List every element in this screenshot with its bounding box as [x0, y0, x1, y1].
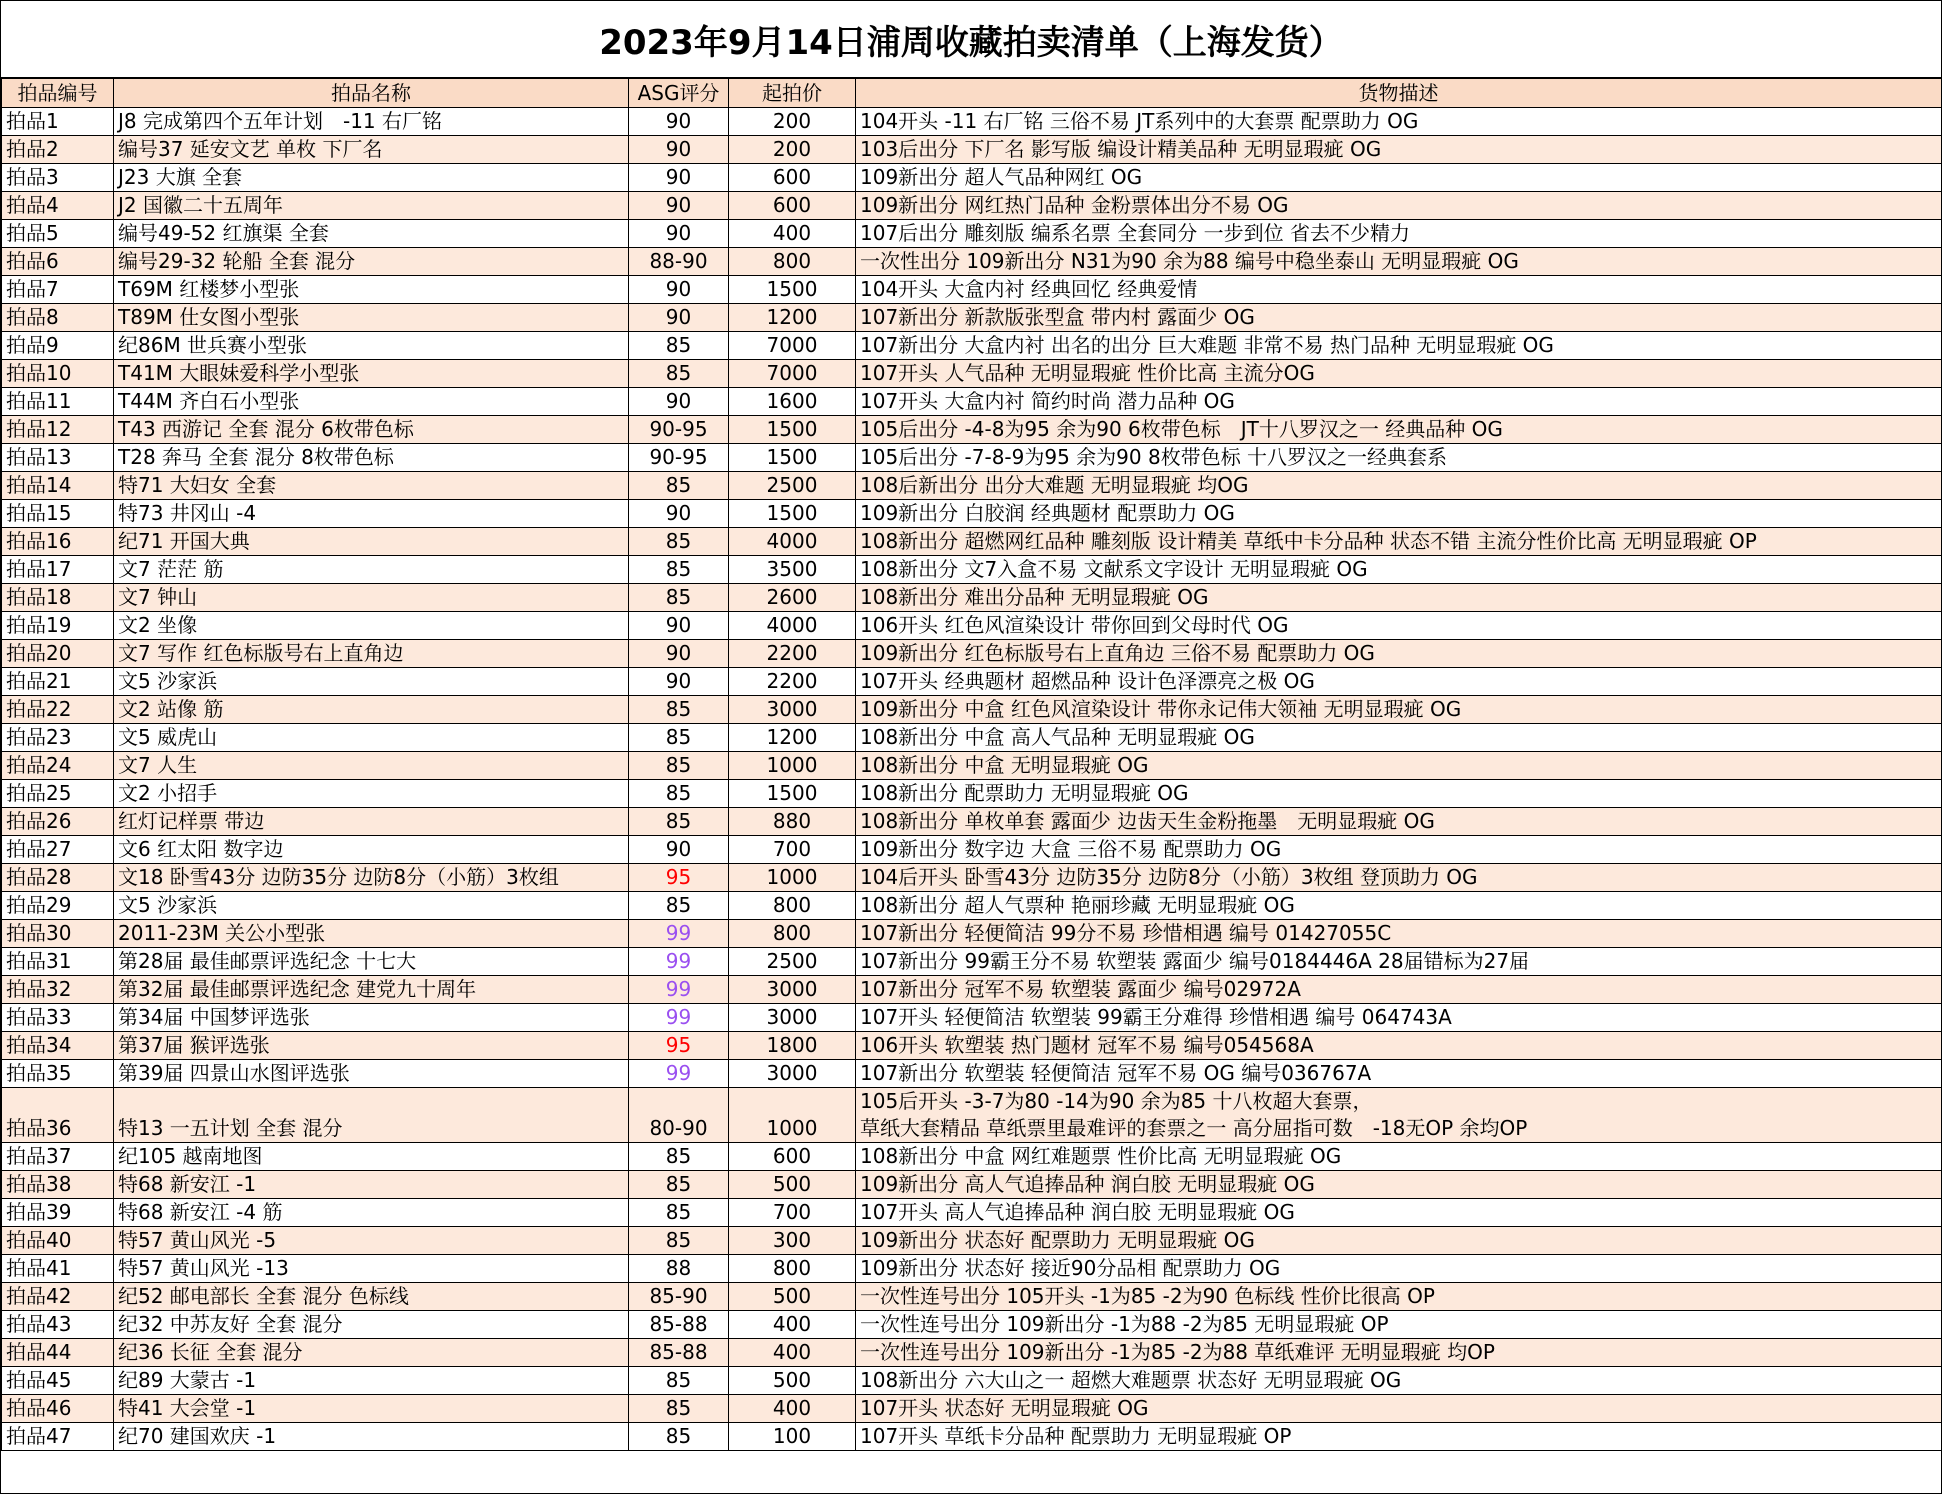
- cell-asg-score[interactable]: 85: [629, 1395, 729, 1423]
- cell-lot-name[interactable]: J23 大旗 全套: [114, 164, 629, 192]
- cell-start-price[interactable]: 300: [729, 1227, 856, 1255]
- cell-description[interactable]: 106开头 红色风渲染设计 带你回到父母时代 OG: [856, 612, 1942, 640]
- cell-description[interactable]: 106开头 软塑装 热门题材 冠军不易 编号054568A: [856, 1032, 1942, 1060]
- cell-start-price[interactable]: 2600: [729, 584, 856, 612]
- table-row[interactable]: [2, 808, 1942, 836]
- table-row[interactable]: [2, 360, 1942, 388]
- cell-lot-name[interactable]: 第28届 最佳邮票评选纪念 十七大: [114, 948, 629, 976]
- cell-lot-name[interactable]: 第39届 四景山水图评选张: [114, 1060, 629, 1088]
- cell-start-price[interactable]: 1200: [729, 304, 856, 332]
- cell-description[interactable]: 107开头 轻便简洁 软塑装 99霸王分难得 珍惜相遇 编号 064743A: [856, 1004, 1942, 1032]
- cell-start-price[interactable]: 2200: [729, 640, 856, 668]
- cell-start-price[interactable]: 3000: [729, 696, 856, 724]
- cell-start-price[interactable]: 100: [729, 1423, 856, 1451]
- cell-lot-id[interactable]: 拍品47: [2, 1423, 114, 1451]
- auction-table: [1, 78, 1942, 1451]
- cell-lot-name[interactable]: 特41 大会堂 -1: [114, 1395, 629, 1423]
- cell-description[interactable]: 104开头 大盒内衬 经典回忆 经典爱情: [856, 276, 1942, 304]
- cell-asg-score[interactable]: 85: [629, 332, 729, 360]
- cell-lot-id[interactable]: 拍品6: [2, 248, 114, 276]
- cell-asg-score[interactable]: 95: [629, 1032, 729, 1060]
- cell-lot-id[interactable]: 拍品11: [2, 388, 114, 416]
- cell-start-price[interactable]: 500: [729, 1283, 856, 1311]
- cell-lot-name[interactable]: 文5 威虎山: [114, 724, 629, 752]
- cell-asg-score[interactable]: 90: [629, 388, 729, 416]
- cell-lot-name[interactable]: 纪105 越南地图: [114, 1143, 629, 1171]
- cell-description[interactable]: 103后出分 下厂名 影写版 编设计精美品种 无明显瑕疵 OG: [856, 136, 1942, 164]
- cell-description[interactable]: 105后出分 -7-8-9为95 余为90 8枚带色标 十八罗汉之一经典套系: [856, 444, 1942, 472]
- cell-lot-id[interactable]: 拍品1: [2, 108, 114, 136]
- table-row[interactable]: [2, 192, 1942, 220]
- table-row[interactable]: [2, 752, 1942, 780]
- table-row[interactable]: [2, 528, 1942, 556]
- cell-lot-name[interactable]: T69M 红楼梦小型张: [114, 276, 629, 304]
- cell-description[interactable]: 107开头 大盒内衬 简约时尚 潜力品种 OG: [856, 388, 1942, 416]
- cell-start-price[interactable]: 1000: [729, 864, 856, 892]
- table-row[interactable]: [2, 304, 1942, 332]
- cell-lot-id[interactable]: 拍品7: [2, 276, 114, 304]
- cell-lot-id[interactable]: 拍品36: [2, 1088, 114, 1143]
- table-row[interactable]: [2, 1367, 1942, 1395]
- cell-description[interactable]: 104后开头 卧雪43分 边防35分 边防8分（小筋）3枚组 登顶助力 OG: [856, 864, 1942, 892]
- header-description[interactable]: 货物描述: [856, 79, 1942, 108]
- cell-asg-score[interactable]: 99: [629, 920, 729, 948]
- cell-asg-score[interactable]: 88: [629, 1255, 729, 1283]
- cell-description[interactable]: 107新出分 99霸王分不易 软塑装 露面少 编号0184446A 28届错标为27届: [856, 948, 1942, 976]
- cell-asg-score[interactable]: 99: [629, 1004, 729, 1032]
- cell-asg-score[interactable]: 90: [629, 136, 729, 164]
- cell-asg-score[interactable]: 90: [629, 276, 729, 304]
- cell-description[interactable]: 108后新出分 出分大难题 无明显瑕疵 均OG: [856, 472, 1942, 500]
- header-row: [2, 79, 1942, 108]
- cell-description[interactable]: 一次性连号出分 109新出分 -1为88 -2为85 无明显瑕疵 OP: [856, 1311, 1942, 1339]
- cell-lot-id[interactable]: 拍品20: [2, 640, 114, 668]
- cell-lot-name[interactable]: 特73 井冈山 -4: [114, 500, 629, 528]
- cell-description[interactable]: 105后出分 -4-8为95 余为90 6枚带色标 JT十八罗汉之一 经典品种 OG: [856, 416, 1942, 444]
- cell-lot-name[interactable]: 文6 红太阳 数字边: [114, 836, 629, 864]
- table-row[interactable]: [2, 1171, 1942, 1199]
- header-name[interactable]: 拍品名称: [114, 79, 629, 108]
- cell-asg-score[interactable]: 95: [629, 864, 729, 892]
- table-row[interactable]: [2, 640, 1942, 668]
- cell-lot-id[interactable]: 拍品31: [2, 948, 114, 976]
- cell-lot-id[interactable]: 拍品40: [2, 1227, 114, 1255]
- cell-description[interactable]: 108新出分 配票助力 无明显瑕疵 OG: [856, 780, 1942, 808]
- cell-start-price[interactable]: 1800: [729, 1032, 856, 1060]
- cell-start-price[interactable]: 2500: [729, 472, 856, 500]
- cell-description[interactable]: 108新出分 文7入盒不易 文献系文字设计 无明显瑕疵 OG: [856, 556, 1942, 584]
- cell-lot-id[interactable]: 拍品46: [2, 1395, 114, 1423]
- cell-lot-name[interactable]: 纪32 中苏友好 全套 混分: [114, 1311, 629, 1339]
- cell-description[interactable]: 107新出分 新款版张型盒 带内村 露面少 OG: [856, 304, 1942, 332]
- cell-description[interactable]: 107新出分 冠军不易 软塑装 露面少 编号02972A: [856, 976, 1942, 1004]
- table-row[interactable]: [2, 1227, 1942, 1255]
- cell-description[interactable]: 104开头 -11 右厂铭 三俗不易 JT系列中的大套票 配票助力 OG: [856, 108, 1942, 136]
- cell-asg-score[interactable]: 85: [629, 1143, 729, 1171]
- table-row[interactable]: [2, 724, 1942, 752]
- table-row[interactable]: [2, 668, 1942, 696]
- cell-start-price[interactable]: 4000: [729, 528, 856, 556]
- cell-asg-score[interactable]: 85: [629, 1227, 729, 1255]
- cell-asg-score[interactable]: 85: [629, 528, 729, 556]
- table-row[interactable]: [2, 584, 1942, 612]
- cell-lot-name[interactable]: T41M 大眼妹爱科学小型张: [114, 360, 629, 388]
- cell-lot-name[interactable]: T43 西游记 全套 混分 6枚带色标: [114, 416, 629, 444]
- table-row[interactable]: [2, 780, 1942, 808]
- cell-asg-score[interactable]: 85: [629, 556, 729, 584]
- cell-lot-id[interactable]: 拍品37: [2, 1143, 114, 1171]
- table-row[interactable]: [2, 164, 1942, 192]
- cell-asg-score[interactable]: 85: [629, 360, 729, 388]
- cell-lot-name[interactable]: 纪70 建国欢庆 -1: [114, 1423, 629, 1451]
- cell-asg-score[interactable]: 85: [629, 1171, 729, 1199]
- table-row[interactable]: [2, 1143, 1942, 1171]
- cell-start-price[interactable]: 200: [729, 108, 856, 136]
- cell-asg-score[interactable]: 90: [629, 836, 729, 864]
- cell-asg-score[interactable]: 90: [629, 612, 729, 640]
- description-line: 105后开头 -3-7为80 -14为90 余为85 十八枚超大套票，: [860, 1089, 1373, 1113]
- cell-start-price[interactable]: 800: [729, 892, 856, 920]
- cell-start-price[interactable]: 880: [729, 808, 856, 836]
- cell-lot-id[interactable]: 拍品22: [2, 696, 114, 724]
- table-row[interactable]: [2, 108, 1942, 136]
- table-row[interactable]: [2, 1395, 1942, 1423]
- cell-asg-score[interactable]: 85: [629, 696, 729, 724]
- cell-lot-id[interactable]: 拍品26: [2, 808, 114, 836]
- cell-start-price[interactable]: 2200: [729, 668, 856, 696]
- table-row[interactable]: [2, 920, 1942, 948]
- cell-start-price[interactable]: 7000: [729, 360, 856, 388]
- cell-description[interactable]: 109新出分 状态好 接近90分品相 配票助力 OG: [856, 1255, 1942, 1283]
- cell-description[interactable]: 108新出分 单枚单套 露面少 边齿天生金粉拖墨 无明显瑕疵 OG: [856, 808, 1942, 836]
- cell-start-price[interactable]: 400: [729, 1395, 856, 1423]
- cell-lot-id[interactable]: 拍品2: [2, 136, 114, 164]
- cell-lot-name[interactable]: 特68 新安江 -1: [114, 1171, 629, 1199]
- cell-start-price[interactable]: 800: [729, 920, 856, 948]
- cell-lot-name[interactable]: 文2 小招手: [114, 780, 629, 808]
- cell-lot-id[interactable]: 拍品13: [2, 444, 114, 472]
- cell-lot-name[interactable]: J2 国徽二十五周年: [114, 192, 629, 220]
- cell-description[interactable]: 108新出分 超人气票种 艳丽珍藏 无明显瑕疵 OG: [856, 892, 1942, 920]
- cell-asg-score[interactable]: 85: [629, 584, 729, 612]
- cell-lot-id[interactable]: 拍品28: [2, 864, 114, 892]
- cell-asg-score[interactable]: 80-90: [629, 1088, 729, 1143]
- cell-start-price[interactable]: 700: [729, 836, 856, 864]
- cell-start-price[interactable]: 1200: [729, 724, 856, 752]
- cell-lot-name[interactable]: 第34届 中国梦评选张: [114, 1004, 629, 1032]
- cell-asg-score[interactable]: 85: [629, 1199, 729, 1227]
- cell-lot-id[interactable]: 拍品23: [2, 724, 114, 752]
- cell-start-price[interactable]: 1000: [729, 752, 856, 780]
- table-row[interactable]: [2, 1423, 1942, 1451]
- cell-lot-name[interactable]: 文5 沙家浜: [114, 668, 629, 696]
- cell-lot-name[interactable]: 特57 黄山风光 -13: [114, 1255, 629, 1283]
- table-row[interactable]: [2, 1004, 1942, 1032]
- cell-start-price[interactable]: 1500: [729, 500, 856, 528]
- cell-description[interactable]: 109新出分 网红热门品种 金粉票体出分不易 OG: [856, 192, 1942, 220]
- cell-lot-name[interactable]: 特68 新安江 -4 筋: [114, 1199, 629, 1227]
- cell-start-price[interactable]: 800: [729, 248, 856, 276]
- cell-description[interactable]: [856, 1088, 1942, 1143]
- cell-description[interactable]: 107开头 高人气追捧品种 润白胶 无明显瑕疵 OG: [856, 1199, 1942, 1227]
- cell-lot-name[interactable]: 文7 写作 红色标版号右上直角边: [114, 640, 629, 668]
- table-row[interactable]: [2, 136, 1942, 164]
- cell-asg-score[interactable]: 90: [629, 108, 729, 136]
- cell-description[interactable]: 107开头 人气品种 无明显瑕疵 性价比高 主流分OG: [856, 360, 1942, 388]
- table-row[interactable]: [2, 612, 1942, 640]
- cell-description[interactable]: 一次性连号出分 105开头 -1为85 -2为90 色标线 性价比很高 OP: [856, 1283, 1942, 1311]
- cell-lot-id[interactable]: 拍品27: [2, 836, 114, 864]
- cell-description[interactable]: 107开头 草纸卡分品种 配票助力 无明显瑕疵 OP: [856, 1423, 1942, 1451]
- cell-description[interactable]: 109新出分 高人气追捧品种 润白胶 无明显瑕疵 OG: [856, 1171, 1942, 1199]
- cell-asg-score[interactable]: 90: [629, 304, 729, 332]
- cell-lot-id[interactable]: 拍品17: [2, 556, 114, 584]
- cell-description[interactable]: 107新出分 大盒内衬 出名的出分 巨大难题 非常不易 热门品种 无明显瑕疵 OG: [856, 332, 1942, 360]
- table-row[interactable]: [2, 1060, 1942, 1088]
- cell-lot-id[interactable]: 拍品24: [2, 752, 114, 780]
- header-score[interactable]: ASG评分: [629, 79, 729, 108]
- cell-start-price[interactable]: 2500: [729, 948, 856, 976]
- cell-asg-score[interactable]: 90-95: [629, 444, 729, 472]
- cell-lot-name[interactable]: 文2 站像 筋: [114, 696, 629, 724]
- cell-lot-name[interactable]: 文7 茫茫 筋: [114, 556, 629, 584]
- cell-lot-name[interactable]: 第32届 最佳邮票评选纪念 建党九十周年: [114, 976, 629, 1004]
- table-row[interactable]: [2, 836, 1942, 864]
- cell-lot-id[interactable]: 拍品30: [2, 920, 114, 948]
- table-row[interactable]: [2, 416, 1942, 444]
- cell-description[interactable]: 108新出分 难出分品种 无明显瑕疵 OG: [856, 584, 1942, 612]
- cell-description[interactable]: 108新出分 六大山之一 超燃大难题票 状态好 无明显瑕疵 OG: [856, 1367, 1942, 1395]
- cell-asg-score[interactable]: 99: [629, 976, 729, 1004]
- cell-asg-score[interactable]: 99: [629, 1060, 729, 1088]
- cell-lot-id[interactable]: 拍品38: [2, 1171, 114, 1199]
- cell-lot-id[interactable]: 拍品35: [2, 1060, 114, 1088]
- cell-lot-id[interactable]: 拍品42: [2, 1283, 114, 1311]
- cell-asg-score[interactable]: 99: [629, 948, 729, 976]
- cell-asg-score[interactable]: 90: [629, 640, 729, 668]
- cell-lot-name[interactable]: T28 奔马 全套 混分 8枚带色标: [114, 444, 629, 472]
- description-line: 草纸大套精品 草纸票里最难评的套票之一 高分屈指可数 -18无OP 余均OP: [860, 1116, 1528, 1140]
- table-row[interactable]: [2, 1311, 1942, 1339]
- cell-asg-score[interactable]: 85: [629, 892, 729, 920]
- cell-lot-name[interactable]: T44M 齐白石小型张: [114, 388, 629, 416]
- cell-lot-name[interactable]: 2011-23M 关公小型张: [114, 920, 629, 948]
- cell-lot-id[interactable]: 拍品29: [2, 892, 114, 920]
- cell-description[interactable]: 108新出分 中盒 高人气品种 无明显瑕疵 OG: [856, 724, 1942, 752]
- table-row[interactable]: [2, 976, 1942, 1004]
- cell-lot-id[interactable]: 拍品5: [2, 220, 114, 248]
- cell-asg-score[interactable]: 85-88: [629, 1339, 729, 1367]
- cell-lot-name[interactable]: 纪52 邮电部长 全套 混分 色标线: [114, 1283, 629, 1311]
- cell-description[interactable]: 一次性连号出分 109新出分 -1为85 -2为88 草纸难评 无明显瑕疵 均OP: [856, 1339, 1942, 1367]
- cell-lot-name[interactable]: 文5 沙家浜: [114, 892, 629, 920]
- cell-lot-name[interactable]: 特13 一五计划 全套 混分: [114, 1088, 629, 1143]
- cell-description[interactable]: 107新出分 轻便简洁 99分不易 珍惜相遇 编号 01427055C: [856, 920, 1942, 948]
- cell-asg-score[interactable]: 85: [629, 1367, 729, 1395]
- cell-start-price[interactable]: 600: [729, 1143, 856, 1171]
- cell-description[interactable]: 109新出分 白胶润 经典题材 配票助力 OG: [856, 500, 1942, 528]
- cell-lot-name[interactable]: T89M 仕女图小型张: [114, 304, 629, 332]
- table-row[interactable]: [2, 1339, 1942, 1367]
- cell-lot-id[interactable]: 拍品4: [2, 192, 114, 220]
- cell-description[interactable]: 109新出分 超人气品种网红 OG: [856, 164, 1942, 192]
- cell-start-price[interactable]: 7000: [729, 332, 856, 360]
- cell-asg-score[interactable]: 85-88: [629, 1311, 729, 1339]
- cell-lot-id[interactable]: 拍品25: [2, 780, 114, 808]
- table-row[interactable]: [2, 948, 1942, 976]
- cell-start-price[interactable]: 1500: [729, 276, 856, 304]
- table-row[interactable]: [2, 332, 1942, 360]
- cell-start-price[interactable]: 3000: [729, 1060, 856, 1088]
- cell-lot-id[interactable]: 拍品8: [2, 304, 114, 332]
- table-row[interactable]: [2, 1032, 1942, 1060]
- cell-start-price[interactable]: 1600: [729, 388, 856, 416]
- cell-lot-name[interactable]: 纪36 长征 全套 混分: [114, 1339, 629, 1367]
- cell-description[interactable]: 107后出分 雕刻版 编系名票 全套同分 一步到位 省去不少精力: [856, 220, 1942, 248]
- cell-start-price[interactable]: 400: [729, 1339, 856, 1367]
- header-price[interactable]: 起拍价: [729, 79, 856, 108]
- cell-lot-name[interactable]: 特57 黄山风光 -5: [114, 1227, 629, 1255]
- cell-lot-id[interactable]: 拍品34: [2, 1032, 114, 1060]
- header-id[interactable]: 拍品编号: [2, 79, 114, 108]
- cell-asg-score[interactable]: 90: [629, 220, 729, 248]
- table-row[interactable]: [2, 276, 1942, 304]
- table-body: [2, 108, 1942, 1451]
- cell-lot-id[interactable]: 拍品3: [2, 164, 114, 192]
- cell-asg-score[interactable]: 90: [629, 500, 729, 528]
- cell-description[interactable]: 108新出分 超燃网红品种 雕刻版 设计精美 草纸中卡分品种 状态不错 主流分性价比高 无明显瑕疵 OP: [856, 528, 1942, 556]
- table-row[interactable]: [2, 1283, 1942, 1311]
- cell-lot-name[interactable]: 特71 大妇女 全套: [114, 472, 629, 500]
- cell-lot-name[interactable]: 编号37 延安文艺 单枚 下厂名: [114, 136, 629, 164]
- cell-description[interactable]: 109新出分 状态好 配票助力 无明显瑕疵 OG: [856, 1227, 1942, 1255]
- cell-lot-name[interactable]: 第37届 猴评选张: [114, 1032, 629, 1060]
- cell-lot-id[interactable]: 拍品39: [2, 1199, 114, 1227]
- cell-lot-id[interactable]: 拍品41: [2, 1255, 114, 1283]
- table-row[interactable]: [2, 1255, 1942, 1283]
- table-row[interactable]: [2, 864, 1942, 892]
- cell-lot-id[interactable]: 拍品33: [2, 1004, 114, 1032]
- cell-start-price[interactable]: 600: [729, 164, 856, 192]
- cell-start-price[interactable]: 4000: [729, 612, 856, 640]
- cell-start-price[interactable]: 400: [729, 220, 856, 248]
- table-row[interactable]: [2, 220, 1942, 248]
- cell-lot-id[interactable]: 拍品16: [2, 528, 114, 556]
- table-row[interactable]: [2, 500, 1942, 528]
- table-row[interactable]: [2, 1199, 1942, 1227]
- cell-lot-name[interactable]: 纪89 大蒙古 -1: [114, 1367, 629, 1395]
- cell-lot-name[interactable]: 编号29-32 轮船 全套 混分: [114, 248, 629, 276]
- cell-start-price[interactable]: 500: [729, 1367, 856, 1395]
- cell-asg-score[interactable]: 88-90: [629, 248, 729, 276]
- cell-lot-name[interactable]: 文2 坐像: [114, 612, 629, 640]
- cell-lot-name[interactable]: 纪86M 世兵赛小型张: [114, 332, 629, 360]
- cell-asg-score[interactable]: 85: [629, 472, 729, 500]
- cell-lot-name[interactable]: 文7 钟山: [114, 584, 629, 612]
- cell-lot-id[interactable]: 拍品12: [2, 416, 114, 444]
- cell-start-price[interactable]: 3000: [729, 976, 856, 1004]
- table-row[interactable]: [2, 444, 1942, 472]
- table-row[interactable]: [2, 1088, 1942, 1143]
- cell-lot-id[interactable]: 拍品9: [2, 332, 114, 360]
- cell-lot-id[interactable]: 拍品18: [2, 584, 114, 612]
- cell-lot-id[interactable]: 拍品32: [2, 976, 114, 1004]
- sheet-title: 2023年9月14日浦周收藏拍卖清单（上海发货）: [1, 1, 1941, 78]
- cell-lot-name[interactable]: 文18 卧雪43分 边防35分 边防8分（小筋）3枚组: [114, 864, 629, 892]
- cell-start-price[interactable]: 400: [729, 1311, 856, 1339]
- cell-lot-name[interactable]: 文7 人生: [114, 752, 629, 780]
- cell-start-price[interactable]: 600: [729, 192, 856, 220]
- cell-lot-name[interactable]: 红灯记样票 带边: [114, 808, 629, 836]
- cell-asg-score[interactable]: 90: [629, 164, 729, 192]
- cell-description[interactable]: 108新出分 中盒 无明显瑕疵 OG: [856, 752, 1942, 780]
- cell-asg-score[interactable]: 85-90: [629, 1283, 729, 1311]
- cell-lot-id[interactable]: 拍品19: [2, 612, 114, 640]
- cell-description[interactable]: 107开头 经典题材 超燃品种 设计色泽漂亮之极 OG: [856, 668, 1942, 696]
- cell-asg-score[interactable]: 85: [629, 752, 729, 780]
- cell-lot-name[interactable]: 纪71 开国大典: [114, 528, 629, 556]
- cell-lot-name[interactable]: J8 完成第四个五年计划 -11 右厂铭: [114, 108, 629, 136]
- cell-start-price[interactable]: 1500: [729, 416, 856, 444]
- table-row[interactable]: [2, 892, 1942, 920]
- cell-start-price[interactable]: 1500: [729, 780, 856, 808]
- cell-asg-score[interactable]: 90-95: [629, 416, 729, 444]
- cell-description[interactable]: 109新出分 红色标版号右上直角边 三俗不易 配票助力 OG: [856, 640, 1942, 668]
- cell-start-price[interactable]: 1000: [729, 1088, 856, 1143]
- cell-lot-name[interactable]: 编号49-52 红旗渠 全套: [114, 220, 629, 248]
- cell-lot-id[interactable]: 拍品15: [2, 500, 114, 528]
- cell-description[interactable]: 107开头 状态好 无明显瑕疵 OG: [856, 1395, 1942, 1423]
- cell-asg-score[interactable]: 85: [629, 808, 729, 836]
- cell-lot-id[interactable]: 拍品10: [2, 360, 114, 388]
- cell-asg-score[interactable]: 90: [629, 192, 729, 220]
- cell-asg-score[interactable]: 85: [629, 724, 729, 752]
- table-row[interactable]: [2, 696, 1942, 724]
- cell-asg-score[interactable]: 90: [629, 668, 729, 696]
- table-row[interactable]: [2, 388, 1942, 416]
- cell-start-price[interactable]: 1500: [729, 444, 856, 472]
- cell-asg-score[interactable]: 85: [629, 780, 729, 808]
- cell-start-price[interactable]: 700: [729, 1199, 856, 1227]
- cell-start-price[interactable]: 800: [729, 1255, 856, 1283]
- cell-start-price[interactable]: 200: [729, 136, 856, 164]
- cell-asg-score[interactable]: 85: [629, 1423, 729, 1451]
- cell-start-price[interactable]: 3000: [729, 1004, 856, 1032]
- table-row[interactable]: [2, 556, 1942, 584]
- cell-lot-id[interactable]: 拍品21: [2, 668, 114, 696]
- cell-description[interactable]: 109新出分 中盒 红色风渲染设计 带你永记伟大领袖 无明显瑕疵 OG: [856, 696, 1942, 724]
- table-row[interactable]: [2, 472, 1942, 500]
- cell-description[interactable]: 107新出分 软塑装 轻便简洁 冠军不易 OG 编号036767A: [856, 1060, 1942, 1088]
- cell-description[interactable]: 108新出分 中盒 网红难题票 性价比高 无明显瑕疵 OG: [856, 1143, 1942, 1171]
- cell-description[interactable]: 一次性出分 109新出分 N31为90 余为88 编号中稳坐泰山 无明显瑕疵 OG: [856, 248, 1942, 276]
- cell-lot-id[interactable]: 拍品14: [2, 472, 114, 500]
- cell-lot-id[interactable]: 拍品43: [2, 1311, 114, 1339]
- cell-start-price[interactable]: 500: [729, 1171, 856, 1199]
- cell-lot-id[interactable]: 拍品44: [2, 1339, 114, 1367]
- cell-start-price[interactable]: 3500: [729, 556, 856, 584]
- cell-description[interactable]: 109新出分 数字边 大盒 三俗不易 配票助力 OG: [856, 836, 1942, 864]
- cell-lot-id[interactable]: 拍品45: [2, 1367, 114, 1395]
- table-row[interactable]: [2, 248, 1942, 276]
